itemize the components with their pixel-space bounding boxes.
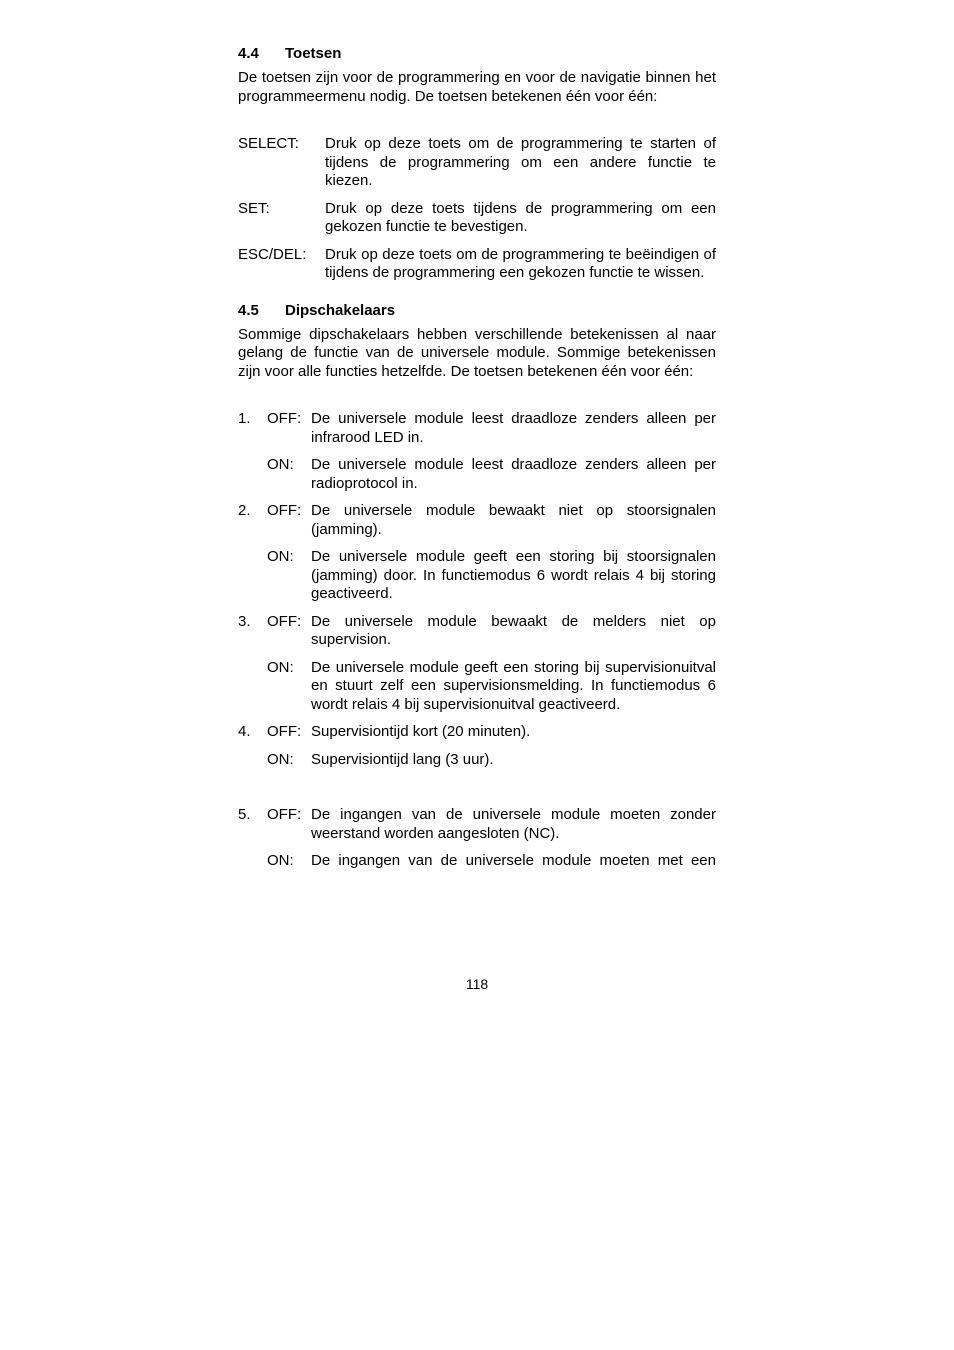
switch-state: OFF:: [267, 723, 302, 740]
key-description: Druk op deze toets tijdens de programmering om een gekozen functie te bevestigen.: [325, 199, 716, 235]
switch-description: De universele module bewaakt de melders niet op supervision.: [311, 612, 716, 648]
key-item-select: [238, 135, 716, 191]
switch-description: De ingangen van de universele module moeten zonder weerstand worden aangesloten (NC).: [311, 806, 716, 842]
switch-index: [238, 456, 267, 493]
switch-index: [238, 751, 267, 770]
section-title: Toetsen: [285, 45, 342, 62]
key-description: Druk op deze toets om de programmering te beëindigen of tijdens de programmering een gekozen functie te wissen.: [325, 245, 716, 281]
dip-switch-item: [238, 502, 716, 539]
document-page: [238, 44, 716, 880]
switch-description: De universele module geeft een storing bij supervisionuitval en stuurt zelf een supervisionsmelding. In functiemodus 6 wordt relais 4 bij supervisionuitval geactiveerd.: [311, 658, 716, 713]
switch-state: OFF:: [267, 410, 302, 427]
switch-description: Supervisiontijd lang (3 uur).: [311, 750, 494, 768]
switch-index: 1.: [238, 410, 251, 427]
switch-state: OFF:: [267, 806, 302, 823]
dip-switch-item: [238, 456, 716, 493]
dip-switch-item: [238, 751, 716, 770]
switch-index: 2.: [238, 502, 251, 519]
switch-description: De universele module leest draadloze zenders alleen per infrarood LED in.: [311, 410, 716, 446]
key-item-esc-del: [238, 246, 716, 283]
switch-index: [238, 852, 267, 871]
switch-state: ON:: [267, 658, 294, 676]
switch-index: 5.: [238, 806, 251, 823]
switch-description: De universele module leest draadloze zenders alleen per radioprotocol in.: [311, 456, 716, 492]
switch-state: ON:: [267, 548, 294, 565]
switch-state: ON:: [267, 852, 294, 869]
dip-switch-item: [238, 613, 716, 650]
dip-switch-item: [238, 723, 716, 742]
section-number: 4.5: [238, 301, 259, 319]
dip-switch-item: [238, 659, 716, 715]
dip-switch-item: [238, 410, 716, 447]
dip-switch-item: [238, 806, 716, 843]
section-heading-keys: [238, 44, 716, 64]
switch-description: Supervisiontijd kort (20 minuten).: [311, 723, 531, 740]
switch-index: [238, 659, 267, 715]
section-heading-dip: [238, 301, 716, 321]
key-term: SET:: [238, 199, 270, 217]
key-list: [238, 135, 716, 283]
switch-index: 4.: [238, 723, 251, 740]
switch-state: ON:: [267, 456, 294, 473]
dip-switch-list: [238, 410, 716, 871]
section-title: Dipschakelaars: [285, 301, 396, 319]
key-term: ESC/DEL:: [238, 245, 307, 263]
section-number: 4.4: [238, 45, 259, 62]
switch-description: De universele module geeft een storing bij stoorsignalen (jamming) door. In functiemodus 6 wordt relais 4 bij storing geactiveerd.: [311, 548, 716, 602]
switch-state: OFF:: [267, 612, 302, 630]
page-number: 118: [465, 976, 489, 992]
key-description: Druk op deze toets om de programmering te starten of tijdens de programmering om een andere functie te kiezen.: [325, 135, 716, 189]
key-item-set: [238, 200, 716, 237]
dip-switch-item: [238, 852, 716, 871]
switch-index: [238, 548, 267, 604]
switch-index: 3.: [238, 612, 251, 630]
switch-description: De universele module bewaakt niet op stoorsignalen (jamming).: [311, 502, 716, 538]
switch-description: De ingangen van de universele module moeten met een: [311, 852, 716, 869]
dip-switch-item: [238, 548, 716, 604]
switch-state: ON:: [267, 750, 294, 768]
section-intro: Sommige dipschakelaars hebben verschillende betekenissen al naar gelang de functie van de universele module. Sommige betekenissen zijn voor alle functies hetzelfde. De toetsen betekenen één voor één:: [238, 325, 716, 380]
section-intro: De toetsen zijn voor de programmering en voor de navigatie binnen het programmeermenu nodig. De toetsen betekenen één voor één:: [238, 69, 716, 105]
switch-state: OFF:: [267, 502, 302, 519]
key-term: SELECT:: [238, 135, 299, 152]
